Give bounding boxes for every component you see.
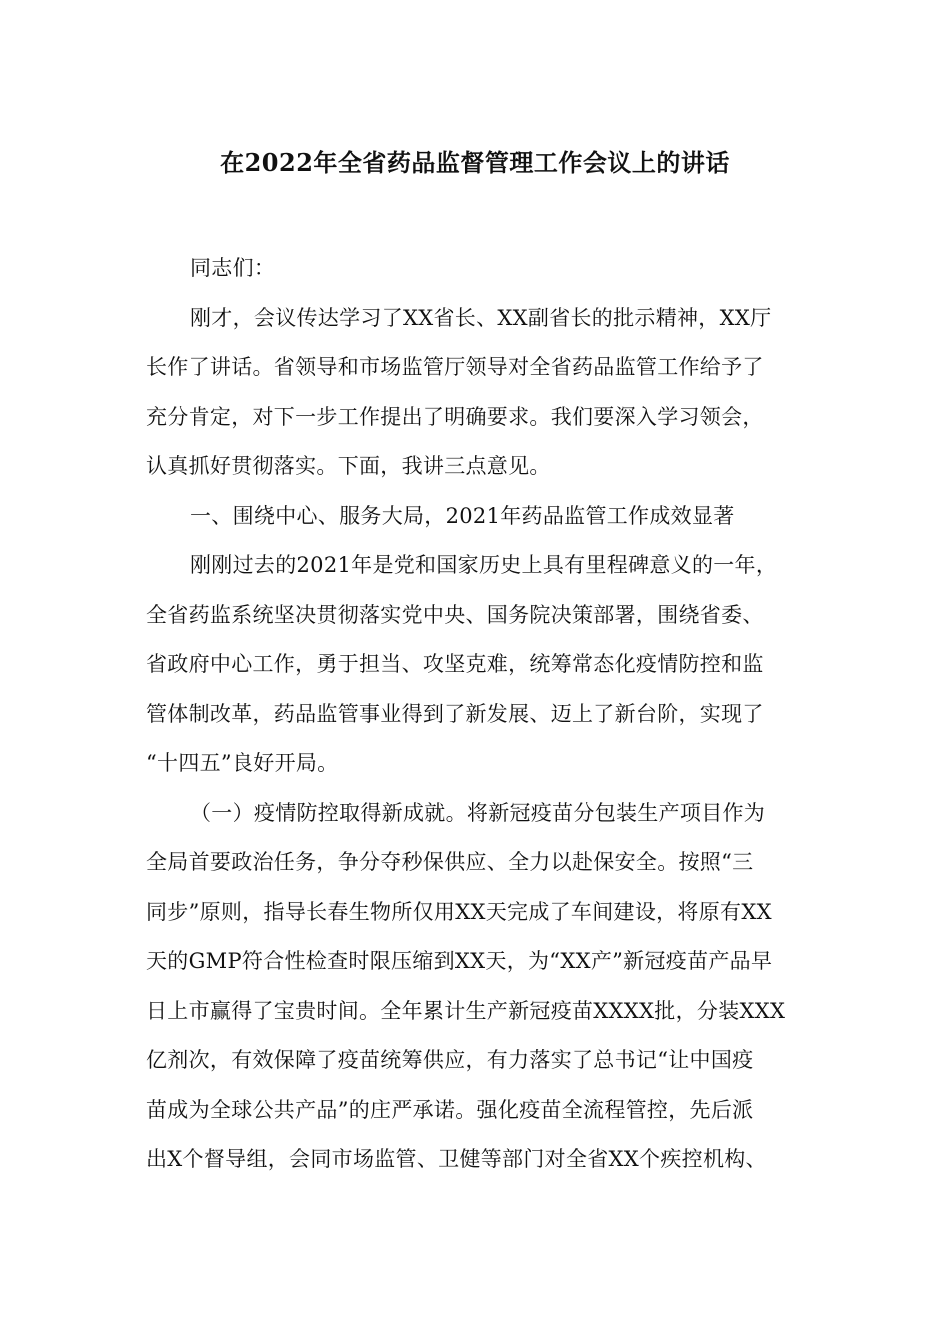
paragraph-line: 刚刚过去的2021年是党和国家历史上具有里程碑意义的一年， — [190, 553, 778, 577]
salutation: 同志们： — [190, 256, 276, 280]
paragraph-line: 长作了讲话。省领导和市场监管厅领导对全省药品监管工作给予了 — [146, 355, 764, 379]
paragraph-line: 日上市赢得了宝贵时间。全年累计生产新冠疫苗XXXX批，分装XXX — [146, 998, 786, 1023]
paragraph-line: 管体制改革，药品监管事业得到了新发展、迈上了新台阶，实现了 — [146, 701, 764, 726]
paragraph-line: 省政府中心工作，勇于担当、攻坚克难，统筹常态化疫情防控和监 — [146, 652, 764, 676]
paragraph-line: 刚才，会议传达学习了XX省长、XX副省长的批示精神，XX厅 — [190, 305, 772, 330]
paragraph-line: 苗成为全球公共产品”的庄严承诺。强化疫苗全流程管控，先后派 — [146, 1097, 754, 1122]
paragraph-line: 全局首要政治任务，争分夺秒保供应、全力以赴保安全。按照“三 — [146, 850, 754, 874]
document-title: 在2022年全省药品监督管理工作会议上的讲话 — [220, 148, 730, 177]
paragraph-line: 充分肯定，对下一步工作提出了明确要求。我们要深入学习领会， — [146, 404, 764, 429]
paragraph-line: 出X个督导组，会同市场监管、卫健等部门对全省XX个疾控机构、 — [146, 1147, 767, 1171]
paragraph-line: “十四五”良好开局。 — [146, 751, 339, 775]
paragraph-line: 认真抓好贯彻落实。下面，我讲三点意见。 — [146, 454, 551, 478]
paragraph-line: 天的GMP符合性检查时限压缩到XX天，为“XX产”新冠疫苗产品早 — [146, 949, 773, 973]
paragraph-line: 亿剂次，有效保障了疫苗统筹供应，有力落实了总书记“让中国疫 — [146, 1048, 754, 1072]
paragraph-line: 同步”原则，指导长春生物所仅用XX天完成了车间建设，将原有XX — [146, 899, 772, 924]
subsection-line: （一）疫情防控取得新成就。将新冠疫苗分包装生产项目作为 — [190, 800, 766, 825]
section-heading: 一、围绕中心、服务大局，2021年药品监管工作成效显著 — [190, 503, 735, 528]
document-body — [146, 244, 836, 1185]
paragraph-line: 全省药监系统坚决贯彻落实党中央、国务院决策部署，围绕省委、 — [146, 602, 764, 627]
